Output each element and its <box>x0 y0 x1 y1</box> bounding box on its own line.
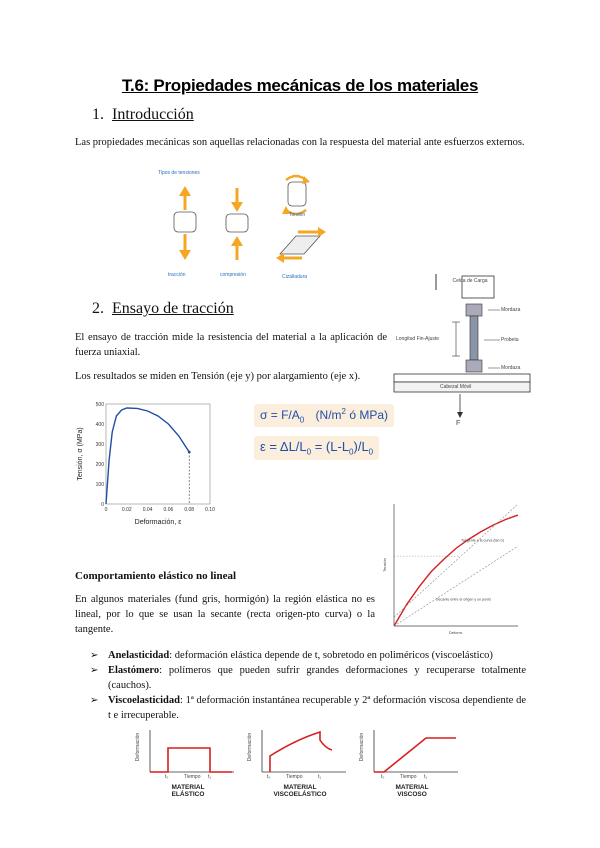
stress-types-figure <box>148 166 328 286</box>
nonlinear-elastic-svg <box>376 500 524 642</box>
mini-chart-viscoelastic <box>247 726 350 806</box>
formula-stress-units: (N/m <box>315 408 342 422</box>
label-force: F <box>456 420 461 427</box>
term-elastomero: Elastómero <box>108 665 160 676</box>
mini-viscous-xlabel: Tiempo <box>400 774 417 780</box>
formula-stress-units-sup: 2 <box>341 407 346 416</box>
stress-strain-line <box>106 408 189 504</box>
mini-viscous-t1: t₁ <box>424 774 428 780</box>
x-tick-label: 0.02 <box>121 507 132 513</box>
formula-stress <box>254 404 394 427</box>
section-3-paragraph: En algunos materiales (fund gris, hormigón) la región elástica no es lineal, por lo que se usan la secante (recta origen-pto curva) o la tangente. <box>75 594 375 635</box>
list-item <box>90 648 526 663</box>
series-line-0 <box>394 515 518 626</box>
page-title: T.6: Propiedades mecánicas de los materiales <box>121 76 479 95</box>
x-tick-label: 0.08 <box>184 507 195 513</box>
stress-strain-svg <box>72 398 220 532</box>
section-2-heading <box>92 300 234 318</box>
mini-viscous-caption <box>372 784 452 798</box>
term-viscoelasticidad: Viscoelasticidad <box>108 695 180 706</box>
y-tick-label: 400 <box>95 422 104 428</box>
y-axis-label: Tensión <box>382 558 387 572</box>
y-axis-label: Tensión, σ (MPa) <box>77 427 84 481</box>
caption-line-2: VISCOELÁSTICO <box>273 791 327 798</box>
caption-line-1: MATERIAL <box>395 784 429 791</box>
x-axis-label: Deformación, ε <box>134 519 182 526</box>
y-tick-label: 0 <box>101 502 104 508</box>
shear-diagram <box>276 227 326 263</box>
compression-diagram <box>226 188 248 260</box>
mini-elastic-xlabel: Tiempo <box>184 774 201 780</box>
section-1-number: 1. <box>92 106 104 123</box>
stress-strain-chart <box>72 398 220 532</box>
caption-line-1: MATERIAL <box>171 784 205 791</box>
mini-visco-ylabel: Deformación <box>247 732 254 762</box>
desc-elastomero: : polímeros que pueden sufrir grandes deformaciones y recuperarse totalmente (cauchos). <box>108 665 526 691</box>
section-1-paragraph: Las propiedades mecánicas son aquellas relacionadas con la respuesta del material ante esfuerzos externos. <box>75 137 525 148</box>
label-traccion: tracción <box>168 272 186 278</box>
section-2-paragraph-1: El ensayo de tracción mide la resistencia del material a la aplicación de fuerza uniaxial. <box>75 332 387 358</box>
label-cizalladura: Cizalladura <box>282 274 308 280</box>
fracture-point <box>188 451 191 454</box>
x-tick-label: 0.10 <box>205 507 215 513</box>
label-compresion: compresión <box>220 272 246 278</box>
mini-visco-t0: t₀ <box>267 774 271 780</box>
tensile-machine-figure <box>392 270 532 430</box>
formula-strain-rest: = (L-L <box>311 439 350 454</box>
formula-strain <box>254 436 379 460</box>
section-3-heading: Comportamiento elástico no lineal <box>75 570 237 582</box>
term-anelasticidad: Anelasticidad <box>108 650 170 661</box>
series-line-1 <box>394 546 518 626</box>
section-2-number: 2. <box>92 300 104 317</box>
section-2-title: Ensayo de tracción <box>112 300 234 317</box>
formula-strain-end: )/L <box>353 439 369 454</box>
mini-visco-xlabel: Tiempo <box>286 774 303 780</box>
mini-elastic-t1: t₁ <box>208 774 212 780</box>
x-tick-label: 0.04 <box>142 507 153 513</box>
label-load-cell: Celda de Carga <box>452 278 488 284</box>
x-axis-label: Deform. <box>448 630 464 635</box>
list-item <box>90 663 526 693</box>
section-1-heading <box>92 106 194 124</box>
list-item <box>90 693 526 723</box>
y-tick-label: 300 <box>95 442 104 448</box>
traction-diagram <box>174 186 196 260</box>
x-tick-label: 0 <box>104 507 108 513</box>
mini-elastic-ylabel: Deformación <box>135 732 142 762</box>
formula-strain-sub3: 0 <box>368 447 374 457</box>
torsion-diagram <box>282 176 310 214</box>
section-2-paragraph-2: Los resultados se miden en Tensión (eje y) por alargamiento (eje x). <box>75 371 361 382</box>
desc-viscoelasticidad: : 1ª deformación instantánea recuperable y 2ª deformación viscosa dependiente de t e irrecuperable. <box>108 695 526 721</box>
x-tick-label: 0.06 <box>163 507 174 513</box>
annotation-tangent: Tangente a la curva (tan σ) <box>460 538 504 543</box>
label-jaw-top: Mordaza <box>501 307 521 313</box>
tensile-machine-drawing <box>392 270 532 430</box>
label-specimen: Probeta <box>501 337 519 343</box>
formula-stress-units-rest: ó MPa) <box>346 408 389 422</box>
properties-list <box>90 648 526 723</box>
mini-visco-caption <box>260 784 340 798</box>
plot-frame <box>106 404 210 504</box>
mini-visco-t1: t₁ <box>318 774 322 780</box>
label-gauge-length: Longitud Fin-Ajuste <box>396 336 440 342</box>
stress-figure-title: Tipos de tensiones <box>158 170 200 176</box>
mini-viscous-ylabel: Deformación <box>359 732 366 762</box>
label-jaw-bottom: Mordaza <box>501 365 521 371</box>
y-tick-label: 200 <box>95 462 104 468</box>
stress-types-drawing <box>148 166 328 286</box>
caption-line-2: ELÁSTICO <box>171 791 205 798</box>
mini-elastic-caption <box>148 784 228 798</box>
y-tick-label: 500 <box>95 402 104 408</box>
nonlinear-elastic-chart <box>376 500 524 642</box>
caption-line-2: VISCOSO <box>397 791 427 798</box>
formula-stress-sub: 0 <box>299 415 305 425</box>
y-tick-label: 100 <box>95 482 104 488</box>
label-torsion: Torsión <box>289 212 306 218</box>
formula-strain-sub2: 0 <box>349 447 354 457</box>
formula-strain-main: ε = ΔL/L <box>260 439 307 454</box>
annotation-secant: Secante entre el origen y un punto <box>436 597 492 602</box>
section-1-title: Introducción <box>112 106 194 123</box>
mini-elastic-t0: t₀ <box>165 774 169 780</box>
mini-viscous-t0: t₀ <box>381 774 385 780</box>
mini-chart-viscous <box>359 726 462 806</box>
formula-stress-main: σ = F/A <box>260 408 300 422</box>
mini-chart-elastic <box>135 726 238 806</box>
formula-strain-sub: 0 <box>306 447 312 457</box>
caption-line-1: MATERIAL <box>283 784 317 791</box>
label-moving-head: Cabezal Móvil <box>440 384 472 390</box>
desc-anelasticidad: : deformación elástica depende de t, sobretodo en poliméricos (viscoelástico) <box>169 650 493 661</box>
